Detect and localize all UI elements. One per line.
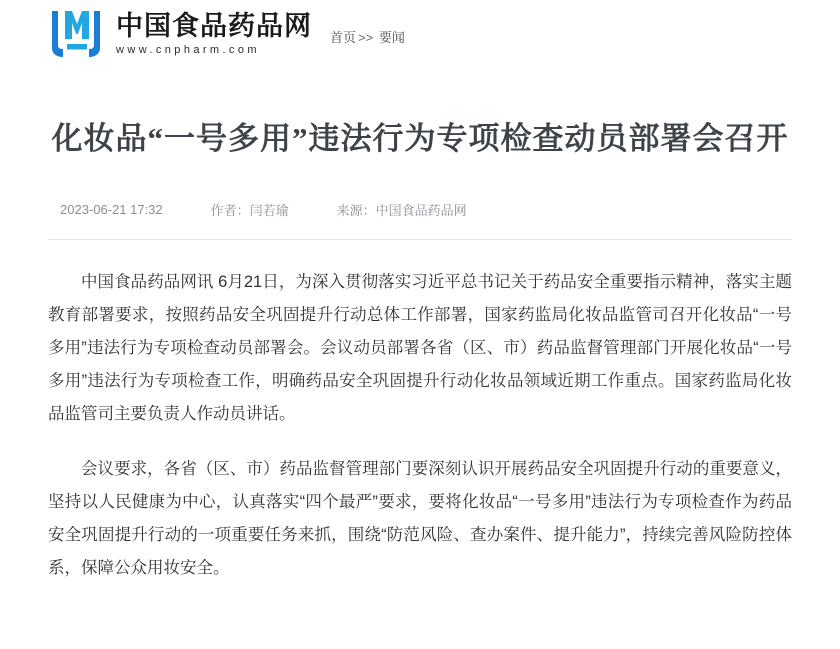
article-author: 作者：闫若瑜 xyxy=(210,202,289,218)
brand-name-cn: 中国食品药品网 xyxy=(116,10,312,41)
brand-text xyxy=(116,12,312,56)
breadcrumb-current-link[interactable]: 要闻 xyxy=(378,30,405,45)
meta-divider xyxy=(48,239,792,240)
article xyxy=(48,62,792,585)
breadcrumb-home-link[interactable]: 首页 xyxy=(330,30,357,45)
site-header xyxy=(0,0,840,62)
site-brand[interactable] xyxy=(48,8,312,60)
article-source: 来源：中国食品药品网 xyxy=(336,202,467,218)
page-title: 化妆品“一号多用”违法行为专项检查动员部署会召开 xyxy=(51,121,789,156)
brand-url-en: www.cnpharm.com xyxy=(116,44,260,57)
article-body xyxy=(48,266,792,585)
article-paragraph: 会议要求，各省（区、市）药品监督管理部门要深刻认识开展药品安全巩固提升行动的重要意义，坚持以人民健康为中心，认真落实“四个最严”要求，要将化妆品“一号多用”违法行为专项检查作为药品安全巩固提升行动的一项重要任务来抓，围绕“防范风险、查办案件、提升能力”，持续完善风险防控体系，保障公众用妆安全。 xyxy=(48,459,792,577)
article-paragraph: 中国食品药品网讯 6月21日，为深入贯彻落实习近平总书记关于药品安全重要指示精神，落实主题教育部署要求，按照药品安全巩固提升行动总体工作部署，国家药监局化妆品监管司召开化妆品“一号多用”违法行为专项检查动员部署会。会议动员部署各省（区、市）药品监督管理部门开展化妆品“一号多用”违法行为专项检查工作，明确药品安全巩固提升行动化妆品领域近期工作重点。国家药监局化妆品监管司主要负责人作动员讲话。 xyxy=(48,272,792,423)
article-meta xyxy=(48,200,792,219)
breadcrumb xyxy=(330,27,405,52)
publish-date: 2023-06-21 17:32 xyxy=(60,201,163,217)
breadcrumb-separator: >> xyxy=(358,30,374,45)
cnpharm-logo-icon xyxy=(48,8,106,60)
